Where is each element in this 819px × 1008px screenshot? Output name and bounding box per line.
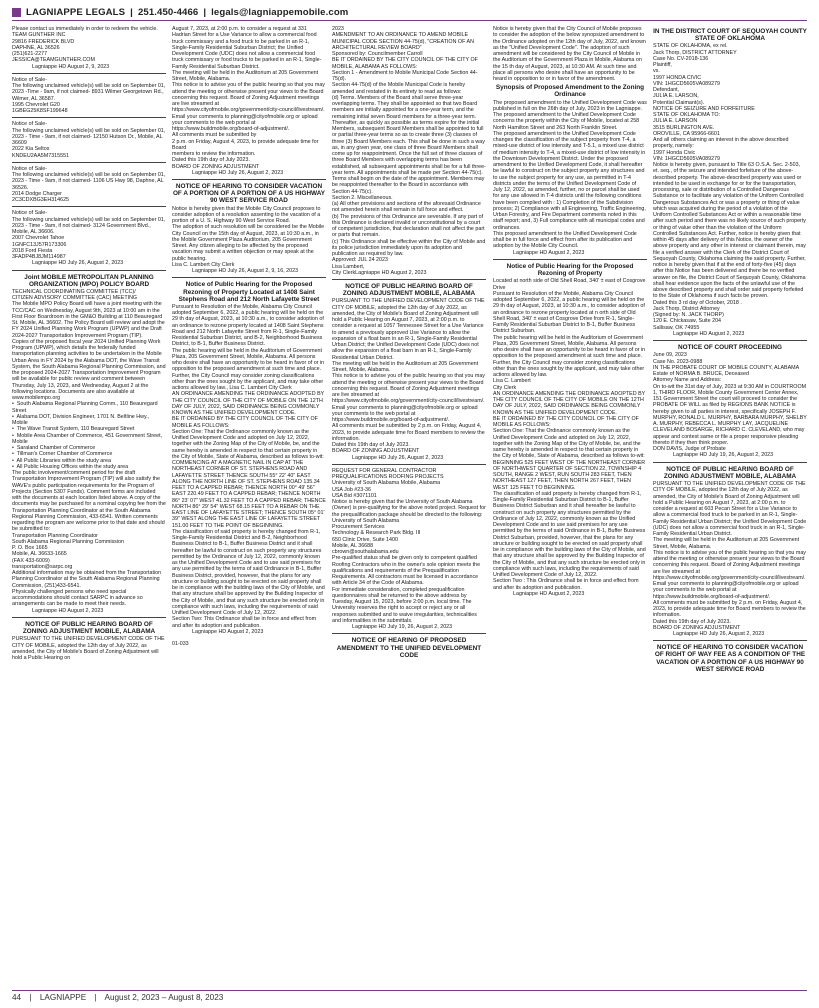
notice-body: PURSUANT TO THE UNIFIED DEVELOPMENT CODE OF THE CITY OF MOBILE, adopted the 12th day of July 2022, as amended, the City of Mobile's Board of Zoning Adjustment will hold a Public Hearing on	[12, 636, 167, 662]
notice-divider	[493, 259, 647, 260]
notice-body: TECHNICAL COORDINATING COMMITTEE (TCC)/ CITIZEN ADVISORY COMMITTEE (CAC) MEETING The Mobile MPO Policy Board will have a joint meeting with the TCC/CAC on Wednesday, August 9th, 2023 at 10:00 am in the First Floor Boardroom in the GM&O Building at 110 Beauregard St. Mobile, AL 36602. The Policy Board will review and adopt the FY 2024 Unified Planning Work Program (UPWP) and the Draft 2024-2027 Transportation Improvement Program (TIP). Copies of the proposed fiscal year 2024 Unified Planning Work Program (UPWP), which details the federally funded transportation planning activities to be undertaken in the Mobile Urban Area in FY 2024 by the Alabama DOT, the Wave Transit System, the South Alabama Regional Planning Commission, and the proposed 2024-2027 Transportation Improvement Program will be available for public review and comment between Thursday, July 13, 2023, and Wednesday, August 2 at the following locations. Documents are also available at www.mobilempo.org • South Alabama Regional Planning Comm., 110 Beauregard Street • Alabama DOT, Division Engineer, 1701 N. Beltline Hwy., Mobile • The Wave Transit System, 110 Beauregard Street • Mobile Area Chamber of Commerce, 451 Government Street, Mobile • Saraland Chamber of Commerce • Tillman's Corner Chamber of Commerce • All Public Libraries within the study area • All Public Housing Offices within the study area The public involvement/comment period for the draft Transportation Improvement Program (TIP) will also satisfy the WAVE's public participation requirements for the Program of Projects (Section 5307 Funds). Comment forms are included with the documents at each location listed above. A copy of the documents may be purchased for a nominal copying fee from the Transportation Planning Coordinator at the South Alabama Regional Planning Commission, 433-6541. Written comments regarding the program are welcome prior to that date and should be submitted to: Transportation Planning Coordinator South Alabama Regional Planning Commission P. O. Box 1665 Mobile, AL 36633-1665 (FAX 433-6009) transportation@sarpc.org Additional information may be obtained from the Transportation Planning Coordinator at the South Alabama Regional Planning Commission, (251)433-6541. Physically challenged persons who need special accommodations should contact SARPC in advance so arrangements can be made to meet their needs.	[12, 288, 166, 608]
notice-heading: NOTICE OF COURT PROCEEDING	[677, 344, 783, 352]
page-footer: 44 | LAGNIAPPE | August 2, 2023 – August 8, 2023	[12, 990, 807, 1005]
notice-heading: Notice of Public Hearing for the Proposed Rezoning of Property	[506, 262, 634, 278]
header-email: legals@lagniappemobile.com	[211, 6, 349, 18]
publication-line: Lagniappe HD July 19, 26, August 2, 2023	[673, 452, 774, 459]
column-2	[172, 26, 326, 988]
section-marker-icon	[12, 8, 21, 17]
notice-body: Pursuant to Resolution of the Mobile, Alabama City Council adopted September 6, 2022, a public hearing will be held on the 29 th day of August, 2023, at 10:30 a.m., to consider adoption of an ordinance to rezone property located at 1408 Saint Stephens Road and 212 North Lafayette Street from R-1, Single-Family Residential Suburban District, and B-2, Neighborhood Business District, to B-1, Buffer Business District. The public hearing will be held in the Auditorium of Government Plaza, 205 Government Street, Mobile, Alabama. All persons who desire shall have an opportunity to be heard in favor of or in opposition to the proposed amendment at such time and place. Further, the City Council may consider zoning classifications other than the ones sought by the applicant, and may take other actions allowed by law., Lisa C. Lambert City Clerk AN ORDINANCE AMENDING THE ORDINANCE ADOPTED BY THE CITY COUNCIL OF THE CITY OF MOBILE ON THE 12TH DAY OF JULY, 2022, SAID ORDINANCE BEING COMMONLY KNOWN AS THE UNIFIED DEVELOPMENT CODE. BE IT ORDAINED BY THE CITY COUNCIL OF THE CITY OF MOBILE AS FOLLOWS: Section One: That the Ordinance commonly known as the Unified Development Code and adopted on July 12, 2022, together with the Zoning Map of the City of Mobile, be, and the same hereby is amended in respect to that certain property in the City of Mobile, State of Alabama, described as follows to-wit: COMMENCING AT A MAGNETIC NAIL IN CAP AT THE NORTHEAST CORNER OF ST. STEPHENS ROAD AND LAFAYETTE STREET THENCE SOUTH 55° 22' 40" EAST ALONG THE NORTH LINE OF ST. STEPHENS ROAD 135.34 FEET TO A CAPPED REBAR; THENCE NORTH 00° 49' 56" EAST 220.49 FEET TO A CAPPED REBAR; THENCE NORTH 86° 23' 07" WEST 41.32 FEET TO A CAPPED REBAR; THENCE NORTH 86° 29' 54" WEST 68.15 FEET TO A REBAR ON THE EAST LINE OF LAFAYETTE STREET; THENCE SOUTH 05° 01' 39" WEST ALONG THE EAST LINE OF LAFAYETTE STREET 151.00 FEET TO THE POINT OF BEGINNING. The classification of said property is hereby changed from R-1, Single-Family Residential District and B-2, Neighborhood Business District to B-1, Buffer Business District and it shall hereafter be lawful to construct on such property any structures permitted by the Ordinance of July 12, 2022, commonly known as the Unified Development Code and to use said premises for any use permitted by the terms of said Ordinance in B-1, Buffer Business District, provided, however, that the plans for any structure or building sought to be erected on said property shall be in compliance with the building laws of the City of Mobile, and that any structure shall be approved by the Building Inspector of the City of Mobile, and that any such structure be erected only in compliance with such laws, including the requirements of said Unified Development Code of July 12, 2022. Section Two: This Ordinance shall be in force and effect from and after its adoption and publication.	[172, 303, 326, 629]
publication-line: Lagniappe HD July 26, August 2, 2023	[32, 260, 124, 267]
header-separator: |	[130, 6, 133, 18]
notice-heading: NOTICE OF HEARING TO CONSIDER VACATION OF A PORTION OF A PORTION OF A US HIGHWAY 90 WEST SERVICE ROAD	[172, 183, 326, 205]
notice-heading: NOTICE OF HEARING OF PROPOSED AMENDMENT TO THE UNIFIED DEVELOPMENT CODE	[336, 637, 482, 659]
publication-line: Lagniappe HD July 26, August 2, 2023	[192, 169, 284, 176]
notice-body: 2023 AMENDMENT TO AN ORDINANCE TO AMEND MOBILE MUNICIPAL CODE SECTION 44-75(d), "CREATION OF AN ARCHITECTURAL REVIEW BOARD" Sponsored by: Councilmember Carroll BE IT ORDAINED BY THE CITY COUNCIL OF THE CITY OF MOBILE, ALABAMA AS FOLLOWS: Section 1 - Amendment to Mobile Municipal Code Section 44-75(d). Section 44-75(d) of the Mobile Municipal Code is hereby amended and restated in its entirety to read as follows: (d) Terms. Members of the Board shall serve three-year overlapping terms. They shall be appointed so that two Board members are initially appointed for a one-year term, and the remaining initial seven Board members for a three-year term. Thereafter, as quickly as possible as terms expire for the initial Members, subsequent Board Members shall be appointed to full or partial three-year terms so as to create three (3) classes of three (3) Board Members each. This shall be done in such a way as, in any given year, one class of three Board Members shall come up for reappointment. Once the full set of three classes of three Board Members with overlapping terms has been established, all subsequent appointments shall be for a full three-year term. All appointments shall be made per Section 44-75(c). Terms shall begin on the date of the appointment. Members may be reappointed thereafter to the Board in accordance with Section 44-75(c). Section 2. Miscellaneous. (a) All other provisions and sections of the aforesaid Ordinance not amended herein shall remain in full force and effect. (b) The provisions of this Ordinance are severable. If any part of this Ordinance is declared invalid or unconstitutional by a court of competent jurisdiction, that declaration shall not affect the part or parts that remain. (c) This Ordinance shall be effective within the City of Mobile and its police jurisdiction immediately upon its adoption and publication as required by law. Approved: JUL 24 2023 Lisa Lambert, City ClerkLagniappe HD August 2, 2023	[332, 26, 486, 276]
publication-line: Lagniappe HD August 2, 2023	[32, 607, 104, 614]
notice-heading: NOTICE OF PUBLIC HEARING BOARD OF ZONING ADJUSTMENT MOBILE, ALABAMA	[22, 620, 156, 636]
notice-body: Located at north side of Old Shell Road, 340' ± east of Cosgrove Drive Pursuant to Resolution of the Mobile, Alabama City Council adopted September 6, 2022, a public hearing will be held on the 29 th day of August, 2023, at 10:30 a.m., to consider adoption of an ordinance to rezone property located at n orth side of Old Shell Road, 340' ± east of Cosgrove Drive from R-1, Single-Family Residential Suburban District to B-1, Buffer Business District Suburban. The public hearing will be held in the Auditorium of Government Plaza, 205 Government Street, Mobile, Alabama. All persons who desire shall have an opportunity to be heard in favor of or in opposition to the proposed amendment at such time and place. Further, the City Council may consider zoning classifications other than the ones sought by the applicant, and may take other actions allowed by law. Lisa C. Lambert City Clerk AN ORDINANCE AMENDING THE ORDINANCE ADOPTED BY THE CITY COUNCIL OF THE CITY OF MOBILE ON THE 12TH DAY OF JULY, 2022, SAID ORDINANCE BEING COMMONLY KNOWN AS THE UNIFIED DEVELOPMENT CODE. BE IT ORDAINED BY THE CITY COUNCIL OF THE CITY OF MOBILE AS FOLLOWS: Section One: That the Ordinance commonly known as the Unified Development Code and adopted on July 12, 2022, together with the Zoning Map of the City of Mobile, be, and the same hereby is amended in respect to that certain property in the City of Mobile, State of Alabama, described as follows to-wit: BEGINNING 525 FEET WEST OF THE NORTHEAST CORNER OF NORTHWEST QUARTER OF SECTION 22, TOWNSHIP 4 SOUTH, RANGE 2 WEST, RUN SOUTH 283 FEET, THEN NORTHEAST 127 FEET, THEN NORTH 267 FEET, THEN WEST 125 FEET TO BEGINNING. The classification of said property is hereby changed from R-1, Single-Family Residential Suburban District to B-1, Buffer Business District Suburban and it shall hereafter be lawful to construct on such property any structures permitted by the Ordinance of July 12, 2022, commonly known as the Unified Development Code and to use said premises for any use permitted by the terms of said Ordinance in B-1, Buffer Business District Suburban, provided, however, that the plans for any structure or building sought to be erected on said property shall be in compliance with the building laws of the City of Mobile, and that any structure shall be approved by the Building Inspector of the City of Mobile, and that any such structure be erected only in compliance with such laws, including the requirements of said Unified Development Code of July 12, 2022. Section Two : This Ordinance shall be in force and effect from and after its adoption and publication.	[493, 278, 646, 591]
notice-heading: Joint MOBILE METROPOLITAN PLANNING ORGANIZATION (MPO) POLICY BOARD	[24, 273, 154, 288]
notice-divider	[653, 462, 807, 463]
notice-divider	[332, 279, 486, 280]
notice-divider	[12, 162, 166, 163]
publication-line: Lagniappe HD July 26, August 2, 9, 16, 2023	[192, 268, 299, 275]
notice-body: The proposed amendment to the Unified Development Code was published in full on the 26th day of July, 2023 in the Lagniappe. The proposed amendment to the Unified Development Code concerns the property within the City of Mobile, located at 258 North Hamilton Street and 263 North Franklin Street. The proposed amendment to the Unified Development Code changes the classification of the subject property from T-4, a mixed-use district of low intensity and T-5.1, a mixed use district of medium intensity to T-4, a mixed-use district of low intensity in the Downtown Development District. Under the proposed amendment to the Unified Development Code, it shall hereafter be lawful to construct on the subject property any structures and to use the subject property for any use, as permitted in T-4 districts under the terms of the Unified Development Code of July 12, 2022, as amended, further, no or parcel shall be used for any use allowed in T-4 districts until the following conditions have been complied with : 1) Completion of the Subdivision process; 2) Compliance with all Engineering, Traffic Engineering, Urban Forestry, and Fire Department comments noted in this staff report; and, 3) Full compliance with all municipal codes and ordinances. This proposed amendment to the Unified Development Code shall be in full force and effect from after its publication and adoption by the Mobile City Council.	[493, 99, 647, 250]
column-1	[12, 26, 166, 988]
notice-divider	[653, 640, 807, 641]
publication-line: Lagniappe HD July 26, August 2, 2023	[673, 631, 765, 638]
notice-body: June 09, 2023 Case No. 2023-0988 IN THE PROBATE COURT OF MOBILE COUNTY, ALABAMA Estate of NORMA B. BRUCE, Deceased Attorney Name and Address: On to-wit the 31st day of July, 2023 at 9:30 AM in COURTROOM 1, THIRD FLOOR, Mobile County Government Center Annex, 151 Government Street the court will proceed to consider the PROBATE OF WILL as filed by REGIONS BANK NOTICE is hereby given to all parties in interest, specifically JOSEPH F. MURPHY, RONALD L. MURPHY, BARBARA MURPHY, SHELBY A. MURPHY, REBECCA L. MURPHY LAY, JACQUELINE CLEVELAND BOSARGE, RICHARD C. CLEVELAND, who may appear and contest same or file a proper responsive pleading thereto if they then think proper. DON DAVIS, Judge of Probate	[653, 352, 807, 453]
column-4	[493, 26, 647, 988]
notice-body: Notice of Sale- The following unclaimed vehicle(s) will be sold on September 01, 2023 - Time - 9am, if not claimed- 12150 Hutson Dr., Mobile, AL 36609 2022 Kia Seltos KNDEU2AA5M7315551	[12, 121, 166, 159]
notice-divider	[12, 73, 166, 74]
page-header	[12, 4, 807, 21]
legal-columns	[12, 26, 807, 988]
notice-divider	[12, 617, 166, 618]
notice-body: Notice of Sale- The following unclaimed vehicle(s) will be sold on September 01, 2023 - Time - 9am, if not claimed- 1106 US Hwy 98, Daphne, AL 36526. 2014 Dodge Charger 2C3CDXBG3EH314625	[12, 165, 166, 203]
column-3	[332, 26, 486, 988]
page-number: 44	[12, 993, 22, 1002]
header-section: LAGNIAPPE LEGALS	[26, 6, 126, 18]
footer-publication: LAGNIAPPE	[39, 993, 87, 1002]
notice-body: August 7, 2023, at 2:00 p.m. to consider a request at 331 Hadrian Street for a Use Variance to allow a commercial food truck commissary and a food truck to be parked in an R-1, Single-Family Residential Suburban District; the Unified Development Code (UDC) does not allow a commercial food truck commissary or food trucks to be parked in an R-1, Single-Family Residential Suburban District. The meeting will be held in the Auditorium at 205 Government Street, Mobile, Alabama. This notice is to advise you of the public hearing so that you may attend the meeting or otherwise present your views to the Board concerning this request. Board of Zoning Adjustment meetings are live streamed at https://www.cityofmobile.org/government/city-council/livestream/. Email your comments to planning@cityofmobile.org or upload your comments to the web portal at https://www.buildmobile.org/board-of-adjustment/. All comments must be submitted by 2 p.m. on Friday, August 4, 2023, to provide adequate time for Board members to review the information. Dated this 19th day of July 2023. BOARD OF ZONING ADJUSTMENT	[172, 26, 325, 170]
notice-divider	[172, 277, 326, 278]
notice-body: PURSUANT TO THE UNIFIED DEVELOPMENT CODE OF THE CITY OF MOBILE, adopted the 12th day of July 2022, as amended, the City of Mobile's Board of Zoning Adjustment will hold a Public Hearing on August 7, 2023, at 2:00 p.m. to consider a request at 1057 Tennessee Street for a Use Variance to amend a previously approved Use Variance to allow the expansion of a float barn in an R-1, Single-Family Residential Urban District; the Unified Development Code (UDC) does not allow the expansion of a float barn in an R-1, Single-Family Residential Urban District. The meeting will be held in the Auditorium at 205 Government Street, Mobile, Alabama. This notice is to advise you of the public hearing so that you may attend the meeting or otherwise present your views to the Board concerning this request. Board of Zoning Adjustment meetings are live streamed at https://www.cityofmobile.org/government/city-council/livestream/. Email your comments to planning@cityofmobile.org or upload your comments to the web portal at https://www.buildmobile.org/board-of-adjustment/. All comments must be submitted by 2 p.m. on Friday, August 4, 2023, to provide adequate time for Board members to review the information. Dated this 19th day of July 2023. BOARD OF ZONING ADJUSTMENT	[332, 298, 485, 455]
notice-body: REQUEST FOR GENERAL CONTRACTOR PREQUALIFICATIONS ROOFING PROJECTS University of South Alabama Mobile, Alabama USA Job #23-36 USA Bid #3071101 Notice is hereby given that the University of South Alabama (Owner) is pre-qualifying for the above noted project. Request for the prequalification package should be directed to the following: University of South Alabama Procurement Services Technology & Research Park Bldg. III 650 Clinic Drive, Suite 1400 Mobile, AL 36688 cbrown@southalabama.edu Pre-qualified status shall be given only to competent qualified Roofing Contractors who in the owner's sole opinion meets the qualifications and requirements of the Prequalification Requirements. All contractors must be licensed in accordance with Article 34 of the Code of Alabama. For immediate consideration, completed prequalification questionnaires shall be returned to the above address by Tuesday, August 15, 2023, before 2:00 p.m. local time. The University reserves the right to accept or reject any or all responses submitted and to waive irregularities, technicalities and informalities in the submittals.	[332, 467, 486, 624]
notice-body: Please contact us immediately in order to redeem the vehicle. TEAM GUNTHER INC 29816 FREDERICK BLVD DAPHNE, AL 36526 (251)621-2277 JESSICA@TEAMGUNTHER.COM	[12, 26, 158, 64]
publication-line: Lagniappe HD July 19, 26, August 2, 2023	[352, 624, 453, 631]
notice-heading: NOTICE OF PUBLIC HEARING BOARD OF ZONING ADJUSTMENT MOBILE, ALABAMA	[342, 283, 476, 298]
notice-divider	[653, 340, 807, 341]
notice-heading: NOTICE OF PUBLIC HEARING BOARD OF ZONING ADJUSTMENT MOBILE, ALABAMA	[663, 465, 797, 480]
notice-body: Notice of Sale- The following unclaimed vehicle(s) will be sold on September 01, 2023 - Time - 9am, if not claimed- 3124 Government Blvd., Mobile, AL 36606. 2007 Chevrolet Tahoe 1GNFC13J57R173306 2018 Ford Fiesta 3FADP4BJ8JM114987	[12, 210, 166, 260]
publication-line: Lagniappe HD August 2, 2023	[673, 330, 745, 337]
notice-divider	[332, 633, 486, 634]
publication-line: Lagniappe HD July 26, August 2, 2023	[352, 454, 444, 461]
notice-body: STATE OF OKLAHOMA, ex rel. Jack Thorp, DISTRICT ATTORNEY Case No. CV-2018-136 Plaintiff, vs. 1997 HONDA CIVIC VIN: 1HGCD5605VA089279 Defendant, JULIA E. LARSON, Potential Claimant(s). NOTICE OF SEIZURE AND FORFEITURE STATE OF OKLAHOMA TO: JULIA E. LARSON 3515 BURLINGTON AVE. OROVILLE, CA 95966-6601 And all others claiming an interest in the above described property, namely: 1997 Honda Civic VIN: 1HGCD5605VA089279 Notice is hereby given, pursuant to Title 63 O.S.A. Sec. 2-503, et. seq., of the seizure and intended forfeiture of the above-described property. The above-described property was used or intended to be used in exchange for or for the transportation, processing, sale or distribution of a Controlled Dangerous Substance or to facilitate any violation of the Uniform Controlled Dangerous Substances Act or was a property or thing of value which was acquired during the period of a violation of the Uniform Controlled Substances Act or within a reasonable time after such period and there was no likely source of such property or thing of value other than the violation of the Uniform Controlled Substances Act. Further, notice is hereby given that within 45 days after delivery of this Notice, the owner of the above property and any other in interest or claimant therein, may file a verified answer with the Clerk of the District Court of Sequoyah County, Oklahoma claiming the said property. Further, notice is hereby given that if at the end of forty-five (45) days after this Notice has been delivered and there be no verified answer on file, the District Court of Sequoyah County, Oklahoma shall hear evidence upon the facts of the unlawful use of the above described property and shall order said property forfeited to the State of Oklahoma if such facts be proven. Dated this 3 rd day of October, 2018 . Jack Thorp, District Attorney (Signed by: N. JACK THORP) 120 E. Chickasaw, Suite 204 Sallisaw, OK 74955	[653, 43, 806, 331]
notice-divider	[12, 117, 166, 118]
notice-heading: NOTICE OF HEARING TO CONSIDER VACATION OF RIGHT OF WAY FEE AS A CONDITION OF THE VACATION OF A PORTION OF A US HIGHWAY 90 WEST SERVICE ROAD	[654, 644, 806, 673]
footer-dates: August 2, 2023 – August 8, 2023	[104, 993, 224, 1002]
publication-line: Lagniappe HD August 2, 2023	[513, 590, 585, 597]
notice-body: Notice is hereby given that the City Council of Mobile proposes to consider the adoption of the below synopsized amendment to the Ordinance adopted on the 12th day of July, 2022, and known as the "Unified Development Code". The adoption of such amendment will be considered by the City Council of Mobile in the Auditorium of the Government Plaza in Mobile, Alabama on the 15 th day of August, 2023, at 10:30 AM. At such time and place all persons who desire shall have an opportunity to be heard in opposition to or in favor of the amendment.	[493, 26, 648, 82]
column-5	[653, 26, 807, 988]
header-separator-2: |	[203, 6, 207, 18]
notice-divider	[172, 179, 326, 180]
notice-heading: Synopsis of Proposed Amendment to the Zoning Ordinance	[495, 84, 645, 99]
header-phone: 251.450-4466	[137, 6, 199, 18]
notice-heading: Notice of Public Hearing for the Proposed Rezoning of Property Located at 1408 Saint Stephens Road and 212 North Lafayette Street	[178, 281, 320, 303]
publication-line: Lagniappe HD August 2, 2023	[192, 628, 264, 635]
notice-divider	[12, 270, 166, 271]
notice-divider	[332, 464, 486, 465]
notice-body: PURSUANT TO THE UNIFIED DEVELOPMENT CODE OF THE CITY OF MOBILE, adopted the 12th day of July 2022, as amended, the City of Mobile's Board of Zoning Adjustment will hold a Public Hearing on August 7, 2023, at 2:00 p.m. to consider a request at 603 Pecan Street for a Use Variance to allow a commercial food truck to be parked in an R-1, Single-Family Residential Urban District; the Unified Development Code (UDC) does not allow a commercial food truck in an R-1, Single-Family Residential Urban District. The meeting will be held in the Auditorium at 205 Government Street, Mobile, Alabama. This notice is to advise you of the public hearing so that you may attend the meeting or otherwise present your views to the Board concerning this request. Board of Zoning Adjustment meetings are live streamed at https://www.cityofmobile.org/government/city-council/livestream/. Email your comments to planning@cityofmobile.org or upload your comments to the web portal at https://www.buildmobile.org/board-of-adjustment/. All comments must be submitted by 2 p.m. on Friday, August 4, 2023, to provide adequate time for Board members to review the information. Dated this 19th day of July 2023. BOARD OF ZONING ADJUSTMENT	[653, 481, 807, 631]
publication-line: Lagniappe HD August 2, 9, 2023	[32, 63, 110, 70]
notice-body: Notice of Sale- The following unclaimed vehicle(s) will be sold on September 01, 2023 -Time - 9am, if not claimed- 8931 Wilmer Georgetown Rd., Wilmer, AL 36587. 1995 Chevrolet G20 1GBEG25K8SF199648	[12, 76, 166, 114]
notice-body: 01-033	[172, 641, 189, 648]
notice-body: Notice is hereby given that the Mobile City Council proposes to consider adoption of a resolution assenting to the vacation of a portion of a U. S. Highway 90 West Service Road. The adoption of such resolution will be considered be the Mobile City Council on the 15th day of August, 2023, at 10:30 a.m., in the Mobile Government Plaza Auditorium, 205 Government Street. Any citizen alleging to be affected by the proposed vacation may submit a written objection or may speak at the public hearing. Lisa C. Lambert City Clerk	[172, 205, 325, 268]
notice-heading: IN THE DISTRICT COURT OF SEQUOYAH COUNTY STATE OF OKLAHOMA	[653, 28, 807, 43]
notice-divider	[12, 206, 166, 207]
publication-line: Lagniappe HD August 2, 2023	[513, 249, 585, 256]
